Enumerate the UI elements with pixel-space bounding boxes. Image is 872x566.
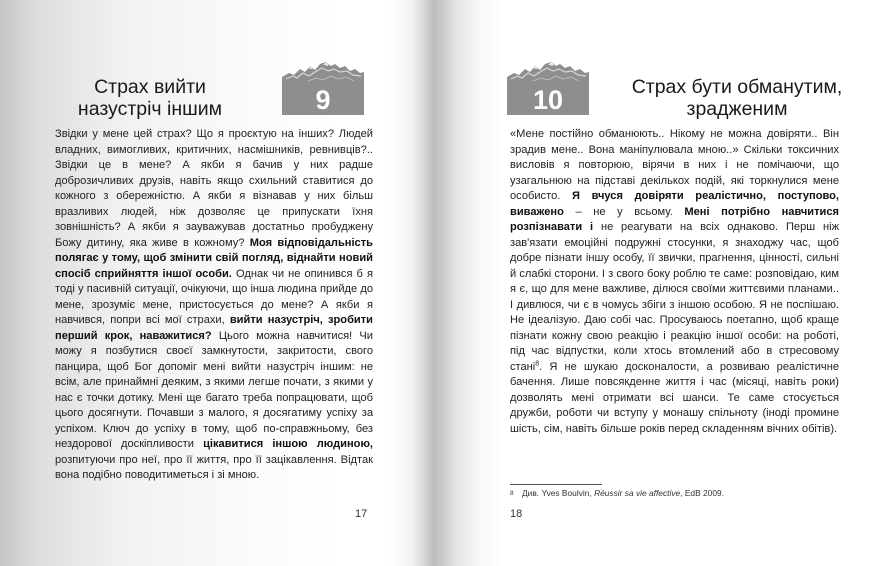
- text-segment: розпитуючи про неї, про її життя, про її зацікавлення. Відтак вона подібно поводитиметься і зі мною.: [55, 453, 373, 481]
- chapter-badge: [282, 60, 364, 114]
- text-segment: «Мене постійно обманюють.. Нікому не можна довіряти.. Він зрадив мене.. Вона маніпулювала мною..» Скільки токсичних висловів я повторюю, вірячи в них і не помічаючи, що узагальнюю на підставі декількох подій, які торкнулися мене особисто.: [510, 128, 839, 202]
- text-segment: не реагувати на всіх однаково. Перш ніж зав'язати емоційні подружні стосунки, я знаходжу час, щоб добре пізнати іншу особу, її звички, прагнення, цінності, сильні й слабкі сторони. І з свого боку роблю те саме: розповідаю, ким я є, що для мене важливе, ділюся своїми життєвими планами.. І дивлюся, чи є в чомусь збіги з іншою особою. Я не поспішаю. Не ідеалізую. Даю собі час. Просуваюсь поетапно, щоб краще пізнати кожну свою реакцію і реакцію іншої особи: на роботі, під час відпустки, коли хтось втомлений або в стресовому стані: [510, 221, 839, 373]
- emphasis-text: Мені потрібно навчитися розпізнавати і: [510, 205, 839, 233]
- footnote-reference: 8: [535, 359, 540, 367]
- mountain-icon: [507, 60, 589, 86]
- chapter-title: [618, 76, 856, 120]
- emphasis-text: Я вчуся довіряти реалістично, поступово, виважено: [510, 190, 840, 218]
- right-page: [438, 0, 872, 566]
- title-line: Страх вийти: [94, 76, 206, 98]
- chapter-number: 9: [282, 85, 364, 115]
- footnote-divider: [510, 484, 602, 485]
- chapter-number: 10: [507, 85, 589, 115]
- text-segment: – не у всьому.: [563, 205, 685, 218]
- text-segment: Цього можна навчитися! Чи можу я позбутися своєї замкнутости, закритости, свого панцира, щоб Бог допоміг мені вийти назустріч іншим: не всім, але принаймні деяким, з якими легше почати, з якими у нас є точки дотику. Мені ще багато треба попрацювати, щоб цього досягнути. Почавши з малого, я досягатиму успіху за успіхом. Ключ до успіху в тому, щоб по-справжньому, без нездорової доскіпливости: [55, 329, 373, 450]
- footnote: [510, 488, 724, 499]
- footnote-mark: 8: [510, 490, 514, 497]
- text-segment: Звідки у мене цей страх? Що я проєктую на інших? Людей владних, вимогливих, критичних, насмішників, ревнивців?.. Звідки це в мене? А якби я бачив у них радше доброзичливих друзів, навіть якщо схильний ставитися до кожного з обережністю. А якби я візнавав у них більш вразливих людей, ніж дозволяє це припускати їхня зовнішність? А якби я зауважував достатньо пробуджену Божу дитину, яка живе в кожному?: [55, 128, 373, 249]
- body-paragraph: [510, 127, 839, 437]
- emphasis-text: цікавитися іншою людиною,: [203, 438, 374, 450]
- title-line: Страх бути обманутим,: [631, 76, 843, 98]
- body-paragraph: [55, 127, 373, 484]
- text-segment: Однак чи не опинився б я тоді у пасивній ситуації, очікуючи, що інша людина прийде до мене, зрозуміє мене, пристосується до мене? А якби я навчився, попри всі мої страхи,: [55, 267, 373, 326]
- title-line: зрадженим: [686, 98, 788, 120]
- emphasis-text: вийти назустріч, зробити перший крок, наважитися?: [55, 314, 373, 342]
- page-number: 17: [355, 508, 368, 520]
- chapter-title: [60, 76, 240, 120]
- chapter-badge: [507, 60, 589, 114]
- mountain-icon: [282, 60, 364, 86]
- left-page: [0, 0, 425, 566]
- title-line: назустріч іншим: [77, 98, 223, 120]
- footnote-text: Див. Yves Boulvin,: [522, 488, 595, 498]
- footnote-book-title: Réussir sa vie affective: [594, 488, 681, 498]
- emphasis-text: Моя відповідальність полягає у тому, щоб змінити свій погляд, віднайти новий спосіб сприйняття іншої особи.: [55, 236, 373, 280]
- page-number: 18: [510, 508, 523, 520]
- footnote-text-end: , EdB 2009.: [680, 488, 724, 498]
- text-segment: . Я не шукаю досконалости, а розвиваю реалістичне бачення. Лише повсякденне життя і час (місяці, навіть роки) дозволять мені отримати всі шанси. Те саме стосується дружби, роботи чи вступу у монашу спільноту (іноді промине шість, сім, навіть більше років перед складенням вічних обітів).: [510, 360, 839, 435]
